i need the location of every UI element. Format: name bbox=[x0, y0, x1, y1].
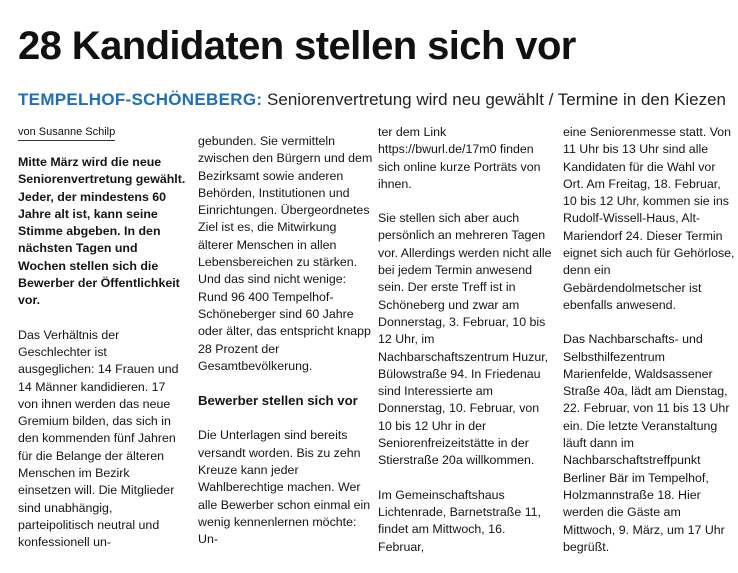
headline: 28 Kandidaten stellen sich vor bbox=[18, 24, 576, 68]
body-paragraph: Im Gemeinschaftshaus Lichtenrade, Barnetstraße 11, findet am Mittwoch, 16. Februar, bbox=[378, 487, 542, 554]
body-paragraph: Sie stellen sich aber auch persönlich an mehreren Tagen vor. Allerdings werden nicht alle bei jedem Termin anwesend sein. Der erste Treff ist in Schöneberg und zwar am Donnerstag, 3. Februar, 10 bis 12 Uhr, im Nachbarschaftszentrum Huzur, Bülowstraße 94. In Friedenau sind Interessierte am Donnerstag, 10. Februar, von 10 bis 12 Uhr in der Seniorenfreizeitstätte in der Stierstraße 20a willkommen. bbox=[378, 211, 552, 468]
location-kicker: TEMPELHOF-SCHÖNEBERG: bbox=[18, 90, 263, 109]
byline: von Susanne Schilp bbox=[18, 125, 115, 141]
lead-paragraph: Mitte März wird die neue Seniorenvertretung gewählt. Jeder, der mindestens 60 Jahre alt ist, kann seine Stimme abgeben. In den nächsten Tagen und Wochen stellen sich die Bewerber der Öffentlichkeit vor. bbox=[18, 155, 186, 308]
body-paragraph: eine Seniorenmesse statt. Von 11 Uhr bis 13 Uhr sind alle Kandidaten für die Wahl vor Ort. Am Freitag, 18. Februar, 10 bis 12 Uhr, kommen sie ins Rudolf-Wissell-Haus, Alt-Mariendorf 24. Dieser Termin eignet sich auch für Gehörlose, denn ein Gebärdendolmetscher ist ebenfalls anwesend. bbox=[563, 125, 735, 312]
body-paragraph: Das Nachbarschafts- und Selbsthilfezentrum Marienfelde, Waldsassener Straße 40a, lädt am Dienstag, 22. Februar, von 11 bis 13 Uhr ein. Die letzte Veranstaltung läuft dann im Nachbarschaftstreffpunkt Berliner Bär im Tempelhof, Holzmannstraße 18. Hier werden die Gäste am Mittwoch, 9. März, um 17 Uhr begrüßt. bbox=[563, 332, 730, 554]
body-paragraph: Die Unterlagen sind bereits versandt worden. Bis zu zehn Kreuze kann jeder Wahlberechtige machen. Wer alle Bewerber schon einmal ein wenig kennenlernen möchte: Un- bbox=[198, 428, 371, 547]
section-subheading: Bewerber stellen sich vor bbox=[198, 393, 358, 409]
body-paragraph: Das Verhältnis der Geschlechter ist ausgeglichen: 14 Frauen und 14 Männer kandidieren. 17 von ihnen werden das neue Gremium bilden, das sich in den kommenden fünf Jahren für die Belange der älteren Menschen im Bezirk einsetzen will. Die Mitglieder sind unabhängig, parteipolitisch neutral und konfessionell un- bbox=[18, 327, 179, 550]
column-3 bbox=[378, 124, 554, 573]
body-paragraph: ter dem Link https://bwurl.de/17m0 finden sich online kurze Porträts von ihnen. bbox=[378, 125, 541, 191]
body-paragraph: gebunden. Sie vermitteln zwischen den Bürgern und dem Bezirksamt sowie anderen Behörden, Institutionen und Einrichtungen. Übergeordnetes Ziel ist es, die Mitwirkung älterer Menschen in allen Lebensbereichen zu stärken. Und das sind nicht wenige: Rund 96 400 Tempelhof-Schöneberger sind 60 Jahre oder älter, das entspricht knapp 28 Prozent der Gesamtbevölkerung. bbox=[198, 134, 373, 373]
column-4 bbox=[563, 124, 735, 573]
subtitle: Seniorenvertretung wird neu gewählt / Termine in den Kiezen bbox=[267, 90, 727, 109]
column-1 bbox=[18, 154, 186, 569]
column-2 bbox=[198, 133, 374, 566]
subheadline bbox=[18, 90, 726, 110]
